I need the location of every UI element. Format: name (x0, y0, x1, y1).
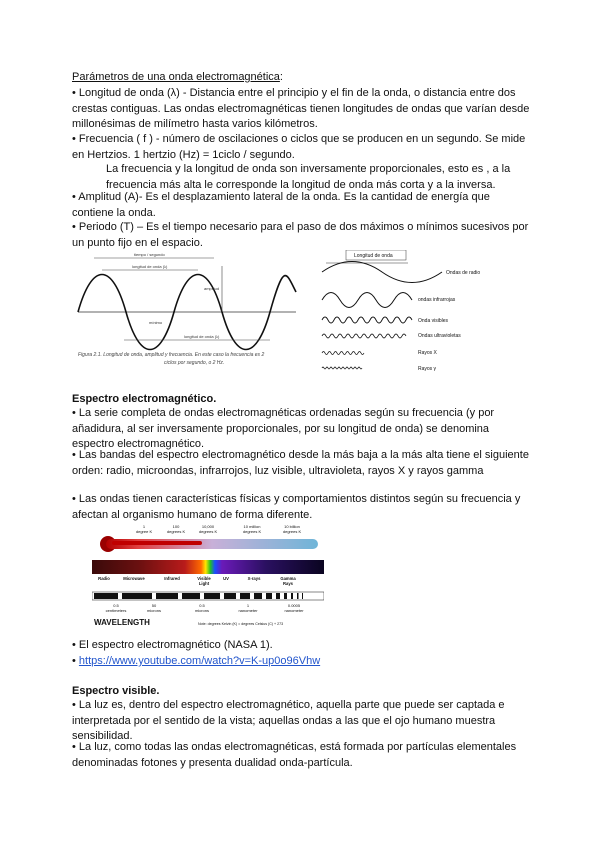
band-label-gamma: Gamma (280, 576, 296, 581)
thermometer-mercury (112, 541, 202, 545)
bullet-youtube-link: • https://www.youtube.com/watch?v=K-up0o96Vhw (72, 655, 321, 667)
temp-unit-4: degrees K (242, 529, 262, 534)
paragraph-spectrum-effects: • Las ondas tienen características físicas y comportamientos distintos según su frecuencia y afectan al organismo humano de forma diferente. (72, 493, 521, 521)
scale-value-3: 0.5 (199, 603, 205, 608)
wave-types-figure (318, 250, 518, 372)
temp-unit-1: degree K (135, 529, 153, 534)
temp-value-2: 100 (172, 524, 180, 529)
temp-value-1: 1 (142, 524, 146, 529)
figure-caption-line1: Figura 2.1. Longitud de onda, amplitud y frecuencia. En este caso la frecuencia es 2 (78, 352, 265, 358)
wave-parameters-figure (74, 252, 306, 372)
band-label-gamma-sub: Rays (282, 581, 294, 586)
spectrum-bands-bar (92, 560, 324, 574)
wave-type-label-gamma: Rayos γ (418, 366, 437, 372)
wavelength-title: WAVELENGTH (94, 618, 150, 627)
scale-unit-3: microns (194, 608, 210, 613)
wavelength-bottom-label: longitud de onda (λ) (184, 334, 220, 339)
wave-type-label-xray: Rayos X (418, 350, 437, 356)
paragraph-amplitude: • Amplitud (A)- Es el desplazamiento lateral de la onda. Es la cantidad de energía que contiene la onda. (72, 191, 490, 219)
paragraph-spectrum-bands: • Las bandas del espectro electromagnético desde la más baja a la más alta tiene el siguiente orden: radio, microondas, infrarrojos, luz visible, ultravioleta, rayos X y rayos gamma (72, 449, 529, 477)
paragraph-spectrum-definition: • La serie completa de ondas electromagnéticas ordenadas según su frecuencia (y por añadidura, al ser inversamente proporcionales, por su longitud de onda) se denomina espectro electromagnético. (72, 407, 495, 450)
wave-type-label-visible: Onda visibles (418, 318, 449, 324)
electromagnetic-spectrum-figure (92, 522, 324, 630)
amplitude-label: amplitud (204, 286, 220, 291)
temp-unit-2: degrees K (166, 529, 186, 534)
scale-value-2: 50 (151, 603, 157, 608)
temp-value-3: 10,000 (201, 524, 215, 529)
wave-type-label-ultraviolet: Ondas ultravioletas (418, 333, 461, 339)
youtube-link[interactable]: https://www.youtube.com/watch?v=K-up0o96Vhw (78, 655, 321, 667)
temp-unit-5: degrees K (282, 529, 302, 534)
kelvin-note: Note: degrees Kelvin (K) = degrees Celsius (C) + 273 (198, 622, 284, 626)
paragraph-light-photons: • La luz, como todas las ondas electromagnéticas, está formada por partículas elementales denominadas fotones y presenta dualidad onda-partícula. (72, 741, 517, 769)
wave-type-label-infrared: ondas infrarrojas (418, 297, 456, 303)
scale-unit-1: centimeters (105, 608, 127, 613)
wave-types-header: Longitud de onda (354, 253, 393, 259)
band-label-xrays: X-rays (247, 576, 261, 581)
section-heading-spectrum: Espectro electromagnético. (72, 393, 217, 405)
section-heading-parameters: Parámetros de una onda electromagnética: (72, 71, 283, 83)
gamma-wave (322, 367, 362, 369)
band-label-visible-sub: Light (198, 581, 210, 586)
paragraph-frequency-relation: La frecuencia y la longitud de onda son inversamente proporcionales, esto es , a la frecuencia más alta le corresponde la longitud de onda más corta y a la inversa. (106, 163, 511, 191)
paragraph-period: • Periodo (T) – Es el tiempo necesario para el paso de dos máximos o mínimos sucesivos por un punto fijo en el espacio. (72, 221, 529, 249)
section-heading-visible-spectrum: Espectro visible. (72, 685, 160, 697)
scale-unit-5: nanometer (284, 608, 304, 613)
temp-value-5: 10 billion (284, 524, 300, 529)
wave-type-label-radio: Ondas de radio (446, 270, 481, 276)
band-label-infrared: Infrared (164, 576, 180, 581)
temp-value-4: 10 million (243, 524, 261, 529)
wavelength-scale-bar (92, 592, 324, 600)
paragraph-visible-light: • La luz es, dentro del espectro electromagnético, aquella parte que puede ser captada e interpretada por el sentido de la vista; aquellas ondas a las que el ojo humano muestra sensibilidad. (72, 699, 505, 742)
band-label-visible: Visible (197, 576, 211, 581)
paragraph-wavelength: • Longitud de onda (λ) - Distancia entre el principio y el fin de la onda, o distancia entre dos crestas contiguas. Las ondas electromagnéticas tienen longitudes de ondas que varían desde millonésimas de milímetro hasta varios kilómetros. (72, 87, 530, 130)
period-label: tiempo / segundo (134, 252, 165, 257)
band-label-uv: UV (223, 576, 229, 581)
band-label-microwave: Microwave (123, 576, 145, 581)
trough-label: mínimo (149, 320, 163, 325)
scale-unit-4: nanometer (238, 608, 258, 613)
temp-unit-3: degrees K (198, 529, 218, 534)
band-label-radio: Radio (98, 576, 110, 581)
scale-value-5: 0.0005 (287, 603, 301, 608)
figure-caption-line2: ciclos por segundo, o 2 Hz. (164, 360, 225, 366)
scale-unit-2: microns (146, 608, 162, 613)
paragraph-frequency: • Frecuencia ( f ) - número de oscilaciones o ciclos que se producen en un segundo. Se mide en Hertzios. 1 hertzio (Hz) = 1ciclo / segundo. (72, 133, 526, 161)
wavelength-label: longitud de onda (λ) (132, 264, 168, 269)
bullet-nasa-spectrum: • El espectro electromagnético (NASA 1). (72, 639, 273, 651)
scale-value-1: 0.5 (113, 603, 119, 608)
scale-value-4: 1 (246, 603, 250, 608)
